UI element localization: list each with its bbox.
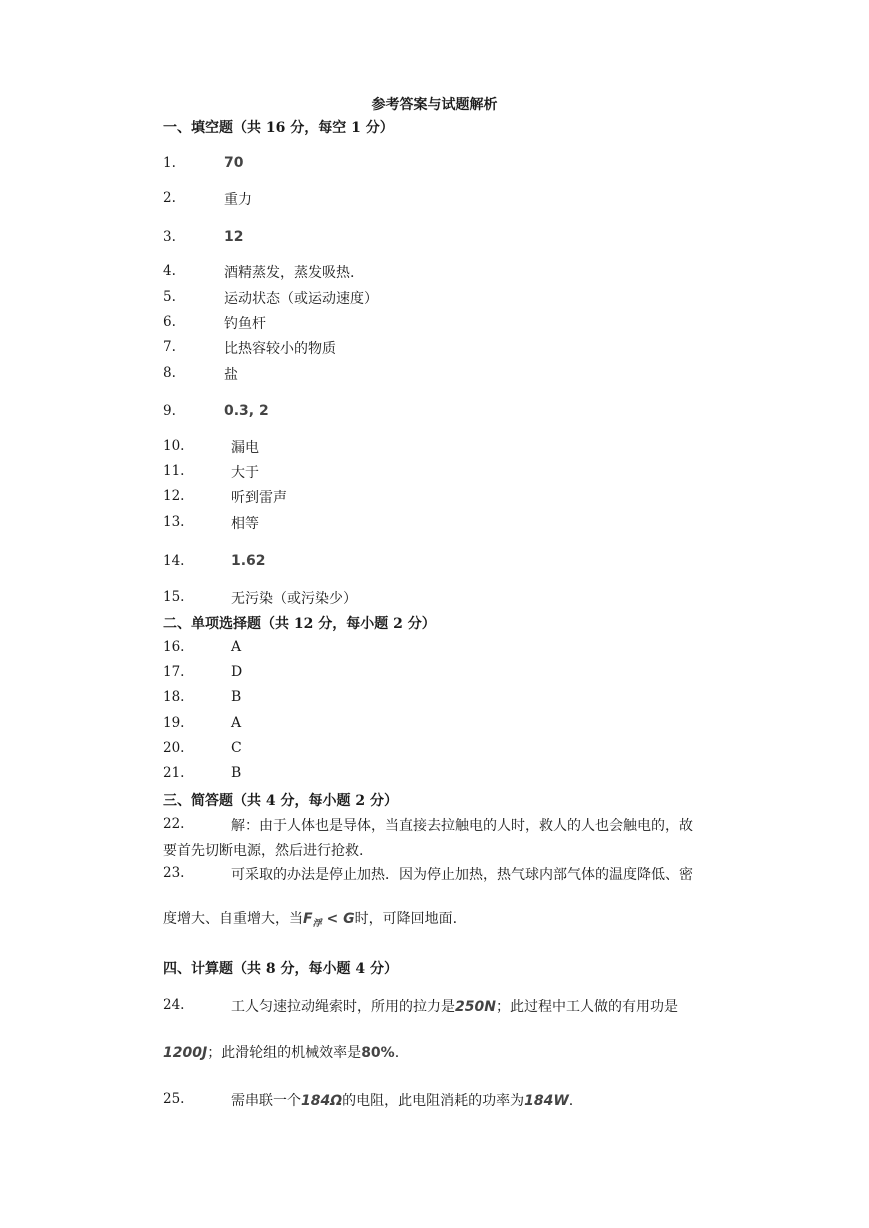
answer-text: 钓鱼杆: [224, 316, 266, 332]
section-heading-fill-in: 一、填空题（共 16 分，每空 1 分）: [163, 120, 394, 136]
question-number: 7.: [163, 339, 176, 355]
answer-paragraph-line: [163, 908, 457, 929]
answer-choice: B: [231, 689, 242, 705]
answer-text: .: [394, 1045, 400, 1061]
answer-choice: B: [231, 765, 242, 781]
answer-paragraph-line: 要首先切断电源，然后进行抢救.: [163, 843, 364, 859]
question-number: 22.: [163, 816, 185, 832]
answer-paragraph-line: [163, 1042, 399, 1062]
answer-value: 250N: [455, 999, 496, 1015]
answer-text: 大于: [231, 465, 259, 481]
question-number: 16.: [163, 639, 185, 655]
answer-text: ；此滑轮组的机械效率是: [207, 1045, 362, 1061]
answer-text: 无污染（或污染少）: [231, 591, 357, 607]
question-number: 19.: [163, 715, 185, 731]
answer-text: 需串联一个: [231, 1093, 301, 1109]
answer-value: 0.3, 2: [224, 403, 269, 419]
question-number: 11.: [163, 463, 185, 479]
question-number: 2.: [163, 190, 176, 206]
question-number: 6.: [163, 314, 176, 330]
question-number: 18.: [163, 689, 185, 705]
answer-paragraph-line: [231, 1090, 573, 1110]
question-number: 8.: [163, 365, 176, 381]
question-number: 9.: [163, 403, 176, 419]
question-number: 23.: [163, 865, 185, 881]
answer-text: 听到雷声: [231, 490, 287, 506]
formula-less-than: <: [321, 911, 344, 927]
answer-text: 度增大、自重增大，当: [163, 911, 303, 927]
question-number: 4.: [163, 263, 176, 279]
question-number: 13.: [163, 514, 185, 530]
page-title: 参考答案与试题解析: [371, 97, 498, 113]
section-heading-calculation: 四、计算题（共 8 分，每小题 4 分）: [163, 961, 398, 977]
answer-text: 时，可降回地面.: [354, 911, 458, 927]
question-number: 25.: [163, 1091, 185, 1107]
formula-force: $F_浮$: [303, 911, 322, 929]
question-number: 5.: [163, 289, 176, 305]
question-number: 12.: [163, 488, 185, 504]
answer-value: 80%: [361, 1045, 395, 1061]
formula-gravity: G: [343, 911, 355, 927]
answer-text: 运动状态（或运动速度）: [224, 291, 378, 307]
answer-choice: A: [231, 715, 242, 731]
section-heading-single-choice: 二、单项选择题（共 12 分，每小题 2 分）: [163, 616, 436, 632]
answer-text: 酒精蒸发，蒸发吸热.: [224, 265, 355, 281]
answer-value: 1.62: [231, 553, 266, 569]
section-heading-short-answer: 三、简答题（共 4 分，每小题 2 分）: [163, 793, 398, 809]
answer-text: 工人匀速拉动绳索时，所用的拉力是: [231, 999, 455, 1015]
answer-text: ；此过程中工人做的有用功是: [495, 999, 678, 1015]
answer-choice: D: [231, 664, 243, 680]
answer-text: 相等: [231, 516, 259, 532]
answer-paragraph-line: 解：由于人体也是导体，当直接去拉触电的人时，救人的人也会触电的，故: [231, 818, 693, 834]
answer-value: 1200J: [163, 1045, 208, 1061]
question-number: 3.: [163, 229, 176, 245]
question-number: 17.: [163, 664, 185, 680]
question-number: 1.: [163, 155, 176, 171]
answer-paragraph-line: 可采取的办法是停止加热．因为停止加热，热气球内部气体的温度降低、密: [231, 867, 693, 883]
question-number: 10.: [163, 438, 185, 454]
answer-paragraph-line: [231, 996, 678, 1016]
answer-choice: C: [231, 740, 242, 756]
answer-value: 184W: [524, 1093, 569, 1109]
answer-choice: A: [231, 639, 242, 655]
answer-value: 184Ω: [301, 1093, 343, 1109]
answer-text: 的电阻，此电阻消耗的功率为: [342, 1093, 525, 1109]
question-number: 24.: [163, 997, 185, 1013]
question-number: 21.: [163, 765, 185, 781]
answer-value: 12: [224, 229, 244, 245]
answer-value: 70: [224, 155, 244, 171]
question-number: 20.: [163, 740, 185, 756]
question-number: 15.: [163, 589, 185, 605]
answer-text: .: [568, 1093, 574, 1109]
answer-text: 漏电: [231, 440, 259, 456]
answer-text: 重力: [224, 192, 252, 208]
answer-text: 比热容较小的物质: [224, 341, 336, 357]
question-number: 14.: [163, 553, 185, 569]
answer-text: 盐: [224, 367, 238, 383]
